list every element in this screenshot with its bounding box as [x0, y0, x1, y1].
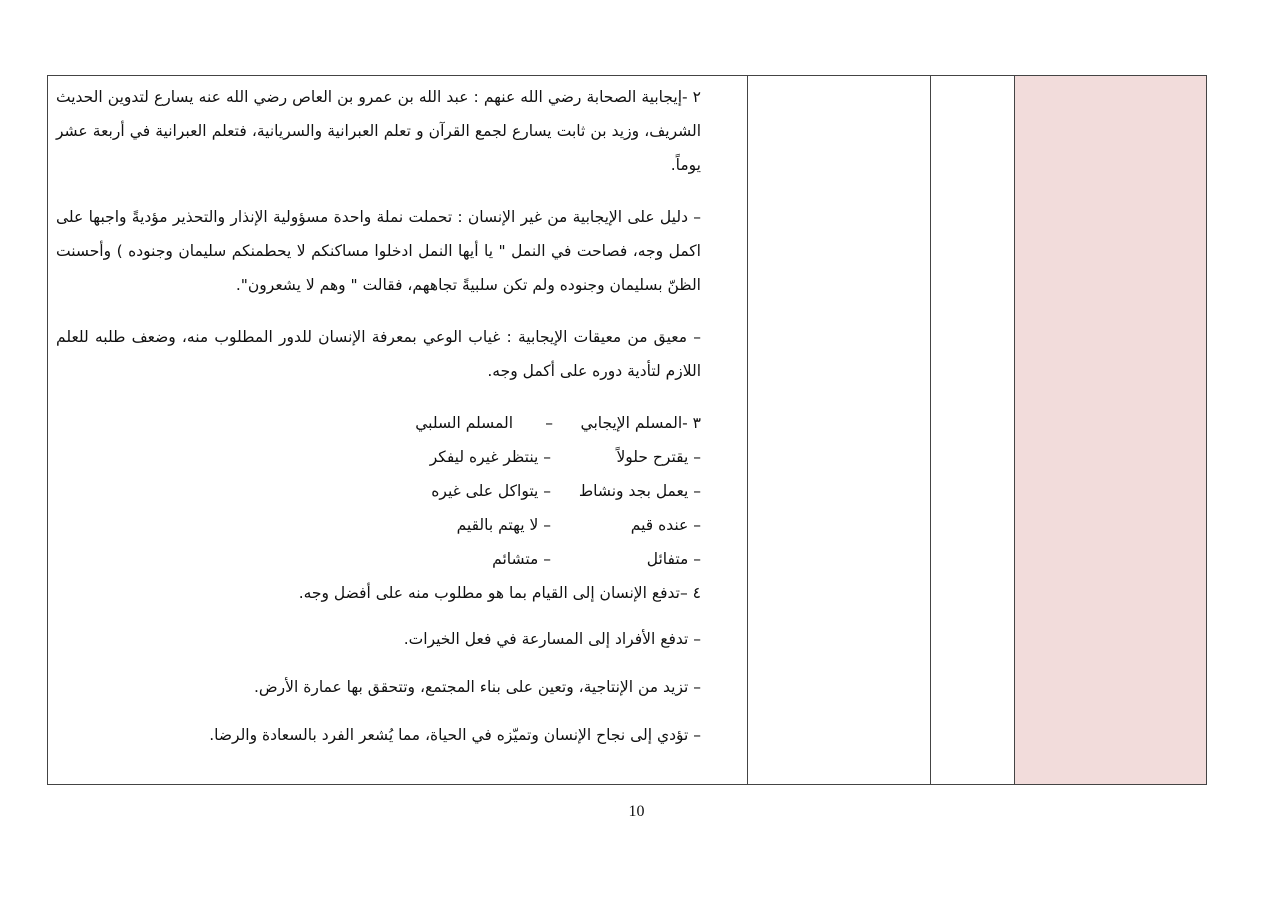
negative-trait: – ينتظر غيره ليفكر — [429, 448, 551, 466]
negative-trait: – يتواكل على غيره — [431, 482, 551, 500]
header-separator: – — [545, 414, 553, 432]
table-column-narrow — [930, 76, 1015, 784]
paragraph-benefit-3: – تزيد من الإنتاجية، وتعين على بناء المجتمع، وتتحقق بها عمارة الأرض. — [253, 678, 701, 696]
comparison-header — [56, 406, 701, 440]
positive-muslim-heading: ٣ -المسلم الإيجابي — [580, 414, 701, 432]
comparison-row — [56, 474, 701, 508]
text-cell — [56, 80, 701, 752]
negative-muslim-heading: المسلم السلبي — [415, 414, 513, 432]
paragraph-companions: ٢ -إيجابية الصحابة رضي الله عنهم : عبد الله بن عمرو بن العاص رضي الله عنه يسارع لتدوين الحديث الشريف، وزيد بن ثابت يسارع لجمع القرآن و تعلم العبرانية والسريانية، فتعلم العبرانية في أربعة عشر يوماً. — [56, 88, 701, 174]
positive-trait: – يعمل بجد ونشاط — [578, 482, 701, 500]
table-column-pink — [1014, 76, 1206, 784]
paragraph-benefit-2: – تدفع الأفراد إلى المسارعة في فعل الخيرات. — [403, 630, 701, 648]
comparison-row — [56, 542, 701, 576]
table-column-middle — [747, 76, 931, 784]
negative-trait: – متشائم — [492, 550, 551, 568]
paragraph-obstacle: – معيق من معيقات الإيجابية : غياب الوعي بمعرفة الإنسان للدور المطلوب منه، وضعف طلبه للعلم اللازم لتأدية دوره على أكمل وجه. — [56, 328, 701, 380]
comparison-row — [56, 508, 701, 542]
comparison-row — [56, 440, 701, 474]
positive-trait: – متفائل — [646, 550, 701, 568]
paragraph-benefit-1: ٤ –تدفع الإنسان إلى القيام بما هو مطلوب منه على أفضل وجه. — [298, 584, 701, 602]
negative-trait: – لا يهتم بالقيم — [456, 516, 551, 534]
paragraph-benefit-4: – تؤدي إلى نجاح الإنسان وتميّزه في الحياة، مما يُشعر الفرد بالسعادة والرضا. — [209, 726, 701, 744]
content-table — [47, 75, 1207, 785]
positive-trait: – يقترح حلولاً — [616, 448, 701, 466]
page-number: 10 — [628, 803, 645, 820]
paragraph-ant-example: – دليل على الإيجابية من غير الإنسان : تحملت نملة واحدة مسؤولية الإنذار والتحذير مؤديةً واجبها على اكمل وجه، فصاحت في النمل " يا أيها النمل ادخلوا مساكنكم لا يحطمنكم سليمان وجنوده ) وأحسنت الظنّ بسليمان وجنوده ولم تكن سلبيةً تجاههم، فقالت " وهم لا يشعرون". — [56, 208, 701, 294]
positive-trait: – عنده قيم — [630, 516, 701, 534]
